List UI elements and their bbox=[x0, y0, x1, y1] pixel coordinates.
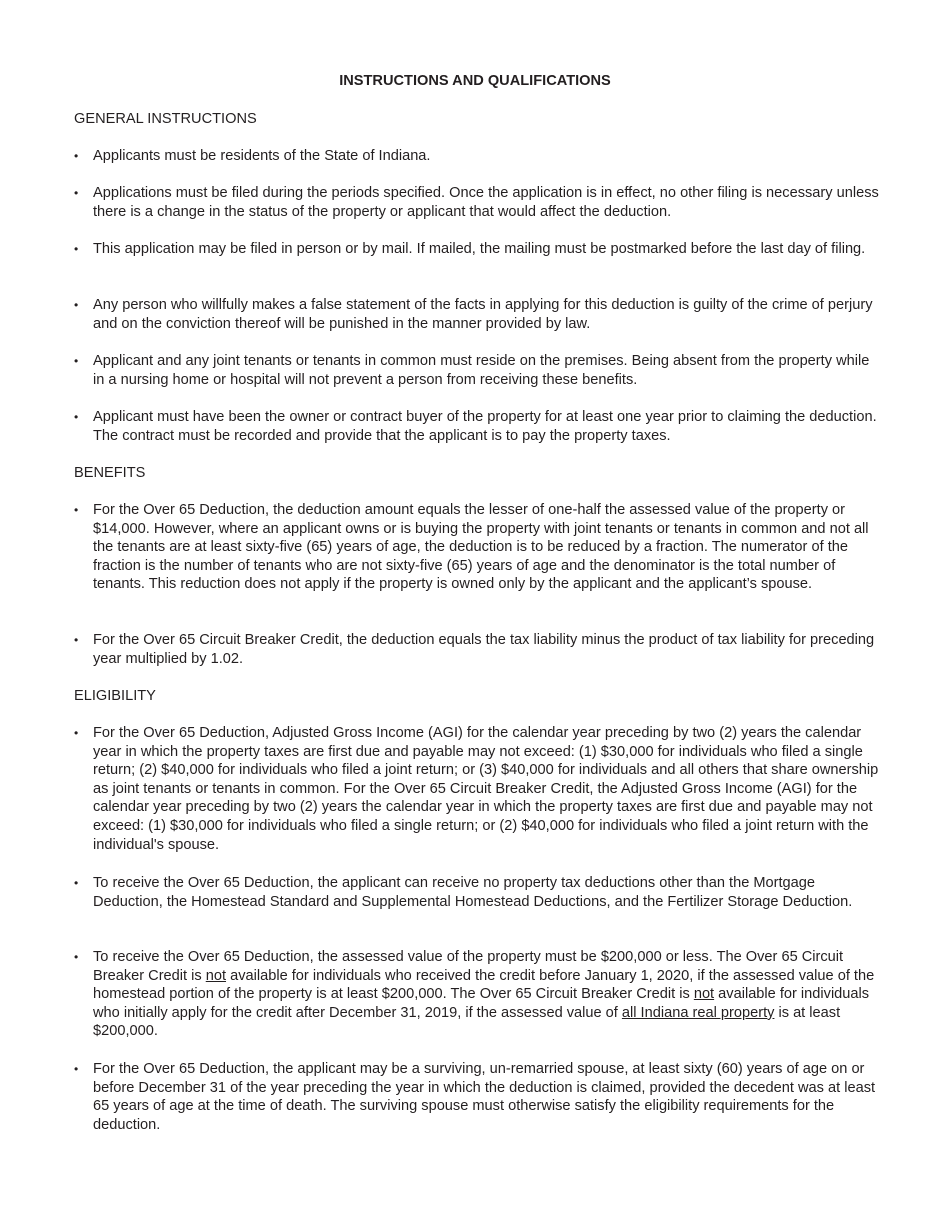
text-segment: available for individuals who initially apply for the credit after December 31, 2019, if the assessed value of bbox=[93, 986, 870, 1021]
underlined-all-indiana-real-property: all Indiana real property bbox=[621, 1004, 775, 1021]
text-segment: To receive the Over 65 Deduction, the assessed value of the property must be $200,000 or less. The Over 65 Circuit Breaker Credit is bbox=[93, 949, 844, 984]
bullet-icon: • bbox=[74, 186, 79, 200]
bullet-icon: • bbox=[74, 950, 79, 964]
list-item-text: For the Over 65 Deduction, the applicant may be a surviving, un-remarried spouse, at least sixty (60) years of age on or before December 31 of the year preceding the year in which the deduction is claimed, provided the decedent was at least 65 years of age at the time of death. The surviving spouse must otherwise satisfy the eligibility requirements for the deduction. bbox=[93, 1061, 876, 1133]
section-heading-eligibility: ELIGIBILITY bbox=[74, 688, 156, 704]
list-item-text bbox=[93, 948, 884, 1041]
list-item bbox=[74, 948, 884, 1041]
list-item bbox=[74, 501, 884, 594]
list-item bbox=[74, 352, 884, 389]
text-segment: is at least $200,000. bbox=[93, 1004, 841, 1040]
list-item bbox=[74, 296, 884, 333]
bullet-icon: • bbox=[74, 354, 79, 368]
list-item-text: For the Over 65 Deduction, Adjusted Gross Income (AGI) for the calendar year preceding by two (2) years the calendar year in which the property taxes are first due and payable may not exceed: (1) $30,000 for individuals who filed a single return; (2) $40,000 for individuals who filed a joint return; or (3) $40,000 for individuals and all others that share ownership as joint tenants or tenants in common. For the Over 65 Circuit Breaker Credit, the Adjusted Gross Income (AGI) for the calendar year preceding by two (2) years the calendar year in which the property taxes are first due and payable may not exceed: (1) $30,000 for individuals who filed a single return; or (2) $40,000 for individuals who filed a joint return with the individual's spouse. bbox=[93, 725, 879, 853]
list-item-text: To receive the Over 65 Deduction, the applicant can receive no property tax deductions other than the Mortgage Deduction, the Homestead Standard and Supplemental Homestead Deductions, and the Fertilizer Storage Deduction. bbox=[93, 875, 853, 910]
list-item-text: This application may be filed in person or by mail. If mailed, the mailing must be postmarked before the last day of filing. bbox=[93, 241, 866, 257]
list-item bbox=[74, 1060, 884, 1134]
list-item bbox=[74, 184, 884, 221]
list-item bbox=[74, 724, 884, 854]
list-item-text: Applicant and any joint tenants or tenants in common must reside on the premises. Being absent from the property while in a nursing home or hospital will not prevent a person from receiving these benefits. bbox=[93, 353, 870, 388]
list-item bbox=[74, 408, 884, 445]
list-item bbox=[74, 240, 884, 259]
bullet-icon: • bbox=[74, 633, 79, 647]
bullet-icon: • bbox=[74, 298, 79, 312]
text-segment: available for individuals who received the credit before January 1, 2020, if the assessed value of the homestead portion of the property is at least $200,000. The Over 65 Circuit Breaker Credit is bbox=[93, 967, 875, 1003]
underlined-not: not bbox=[693, 986, 715, 1003]
section-heading-general-instructions: GENERAL INSTRUCTIONS bbox=[74, 111, 257, 127]
list-item-text: Any person who willfully makes a false statement of the facts in applying for this deduction is guilty of the crime of perjury and on the conviction thereof will be punished in the manner provided by law. bbox=[93, 297, 873, 332]
list-item-text: Applications must be filed during the periods specified. Once the application is in effect, no other filing is necessary unless there is a change in the status of the property or applicant that would affect the deduction. bbox=[93, 185, 879, 220]
bullet-icon: • bbox=[74, 242, 79, 256]
list-item bbox=[74, 874, 884, 911]
bullet-icon: • bbox=[74, 1062, 79, 1076]
underlined-not: not bbox=[205, 967, 227, 984]
bullet-icon: • bbox=[74, 876, 79, 890]
section-heading-benefits: BENEFITS bbox=[74, 465, 146, 481]
bullet-icon: • bbox=[74, 503, 79, 517]
list-item-text: Applicants must be residents of the State of Indiana. bbox=[93, 148, 431, 164]
list-item-text: For the Over 65 Circuit Breaker Credit, the deduction equals the tax liability minus the product of tax liability for preceding year multiplied by 1.02. bbox=[93, 632, 875, 667]
document-title: INSTRUCTIONS AND QUALIFICATIONS bbox=[339, 73, 611, 89]
list-item bbox=[74, 147, 884, 166]
bullet-icon: • bbox=[74, 726, 79, 740]
list-item-text: Applicant must have been the owner or contract buyer of the property for at least one year prior to claiming the deduction. The contract must be recorded and provide that the applicant is to pay the property taxes. bbox=[93, 409, 877, 444]
list-item-text: For the Over 65 Deduction, the deduction amount equals the lesser of one-half the assessed value of the property or $14,000. However, where an applicant owns or is buying the property with joint tenants or tenants in common and not all the tenants are at least sixty-five (65) years of age, the deduction is to be reduced by a fraction. The numerator of the fraction is the number of tenants who are not sixty-five (65) years of age and the denominator is the total number of tenants. This reduction does not apply if the property is owned only by the applicant and the applicant’s spouse. bbox=[93, 502, 869, 593]
bullet-icon: • bbox=[74, 410, 79, 424]
bullet-icon: • bbox=[74, 149, 79, 163]
list-item bbox=[74, 631, 884, 668]
